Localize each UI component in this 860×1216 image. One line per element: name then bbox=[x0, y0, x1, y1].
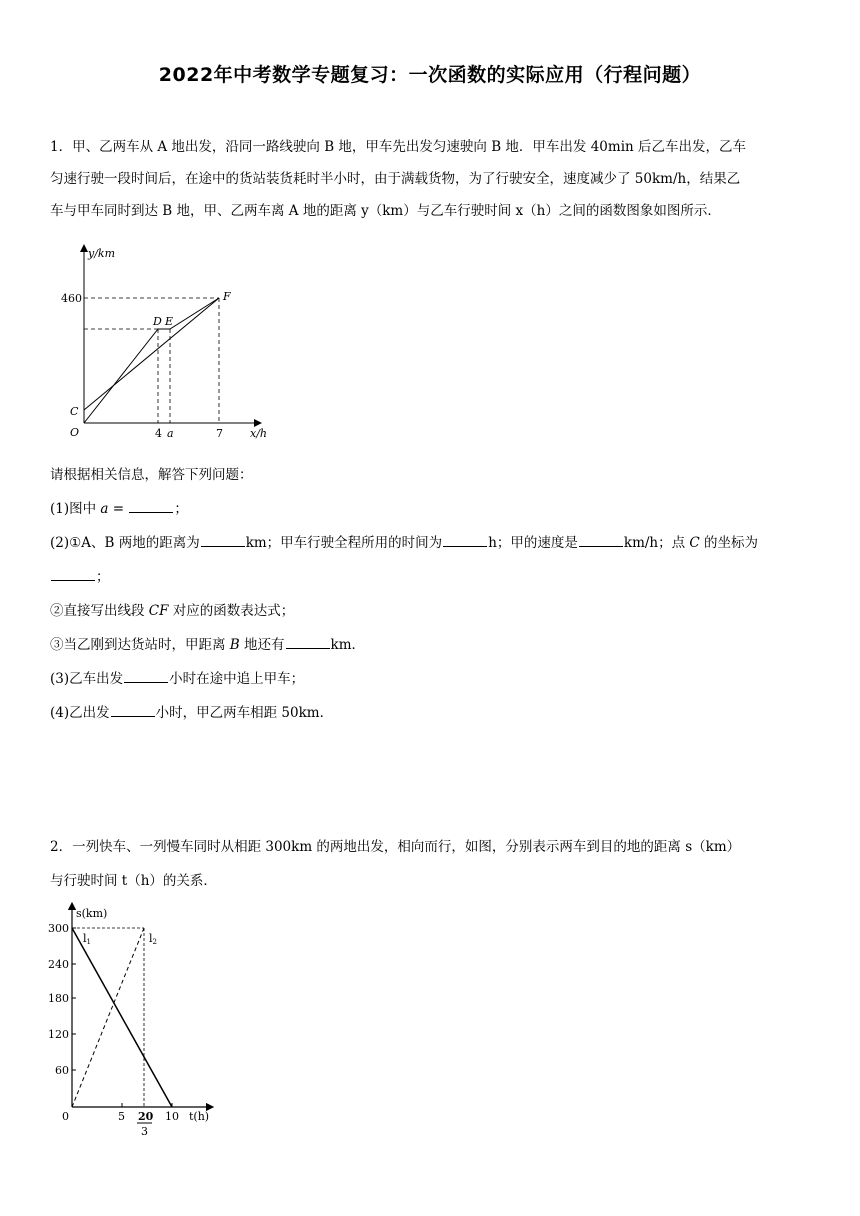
q1-car-yi-line bbox=[84, 298, 219, 423]
q1-point-o: O bbox=[70, 426, 80, 439]
q1-intro: 请根据相关信息，解答下列问题： bbox=[50, 467, 253, 483]
q1-part4: (4)乙出发 小时，甲乙两车相距 50km． bbox=[50, 702, 810, 724]
q1-gap-blank[interactable] bbox=[111, 702, 155, 717]
q1-point-f: F bbox=[223, 290, 231, 303]
q1-x-tick-7: 7 bbox=[216, 427, 223, 440]
q1-y-axis-label: y/km bbox=[88, 247, 116, 260]
q1-part2-3: ③当乙刚到达货站时，甲距离 B 地还有 km． bbox=[50, 634, 810, 656]
q1-part2-2: ②直接写出线段 CF 对应的函数表达式； bbox=[50, 603, 295, 619]
q1-part1: (1)图中 a = ； bbox=[50, 498, 810, 520]
q2-x-tick-0: 0 bbox=[62, 1110, 69, 1123]
q1-graph bbox=[58, 240, 278, 446]
q1-x-tick-4: 4 bbox=[155, 427, 162, 440]
q1-point-e: E bbox=[165, 315, 174, 328]
q1-point-c: C bbox=[70, 405, 79, 418]
q2-y-tick-120: 120 bbox=[48, 1028, 69, 1041]
q1-x-axis-label: x/h bbox=[250, 427, 267, 440]
q2-line-l1 bbox=[72, 928, 172, 1107]
q2-label-l2: l2 bbox=[149, 932, 157, 946]
q1-stem-line3: 车与甲车同时到达 B 地，甲、乙两车离 A 地的距离 y（km）与乙车行驶时间 x（h）之间的函数图象如图所示． bbox=[50, 203, 721, 219]
q2-label-l1: l1 bbox=[83, 932, 91, 946]
q1-distance-blank[interactable] bbox=[201, 532, 245, 547]
q2-graph bbox=[46, 900, 226, 1140]
q1-jia-time-blank[interactable] bbox=[443, 532, 487, 547]
page-title: 2022年中考数学专题复习：一次函数的实际应用（行程问题） bbox=[158, 64, 702, 86]
q2-s-axis-label: s(km) bbox=[76, 907, 108, 920]
q2-x-tick-frac-num: 20 bbox=[138, 1110, 154, 1123]
q1-x-tick-a: a bbox=[167, 427, 174, 440]
q1-remaining-blank[interactable] bbox=[286, 634, 330, 649]
q2-x-tick-5: 5 bbox=[118, 1110, 125, 1123]
q2-t-axis-label: t(h) bbox=[189, 1110, 210, 1123]
q1-point-c-blank[interactable] bbox=[51, 566, 95, 581]
q2-y-tick-300: 300 bbox=[48, 922, 69, 935]
q2-x-tick-frac-den: 3 bbox=[141, 1125, 148, 1138]
q1-stem-line1: 1．甲、乙两车从 A 地出发，沿同一路线驶向 B 地，甲车先出发匀速驶向 B 地．甲车出发 40min 后乙车出发，乙车 bbox=[50, 139, 747, 155]
q1-part2-1: (2)①A、B 两地的距离为 km；甲车行驶全程所用的时间为 h；甲的速度是 km/h；点 C 的坐标为 bbox=[50, 532, 810, 554]
q2-line-l2 bbox=[72, 928, 144, 1107]
q1-y-tick-460: 460 bbox=[61, 292, 82, 305]
q2-y-tick-180: 180 bbox=[48, 992, 69, 1005]
q1-jia-speed-blank[interactable] bbox=[579, 532, 623, 547]
q2-y-tick-240: 240 bbox=[48, 958, 69, 971]
q1-part3: (3)乙车出发 小时在途中追上甲车； bbox=[50, 668, 810, 690]
q2-stem-line2: 与行驶时间 t（h）的关系． bbox=[50, 873, 217, 889]
q1-part1-blank[interactable] bbox=[129, 498, 173, 513]
q2-stem-line1: 2．一列快车、一列慢车同时从相距 300km 的两地出发，相向而行，如图，分别表示两车到目的地的距离 s（km） bbox=[50, 839, 741, 855]
q2-x-tick-10: 10 bbox=[165, 1110, 179, 1123]
q2-y-tick-60: 60 bbox=[55, 1064, 69, 1077]
q1-car-jia-line bbox=[84, 298, 219, 410]
q1-point-d: D bbox=[153, 315, 162, 328]
q1-part2-1-cont: ； bbox=[50, 566, 810, 588]
q1-catchup-blank[interactable] bbox=[124, 668, 168, 683]
q1-stem-line2: 匀速行驶一段时间后，在途中的货站装货耗时半小时，由于满载货物，为了行驶安全，速度减少了 50km/h，结果乙 bbox=[50, 171, 741, 187]
